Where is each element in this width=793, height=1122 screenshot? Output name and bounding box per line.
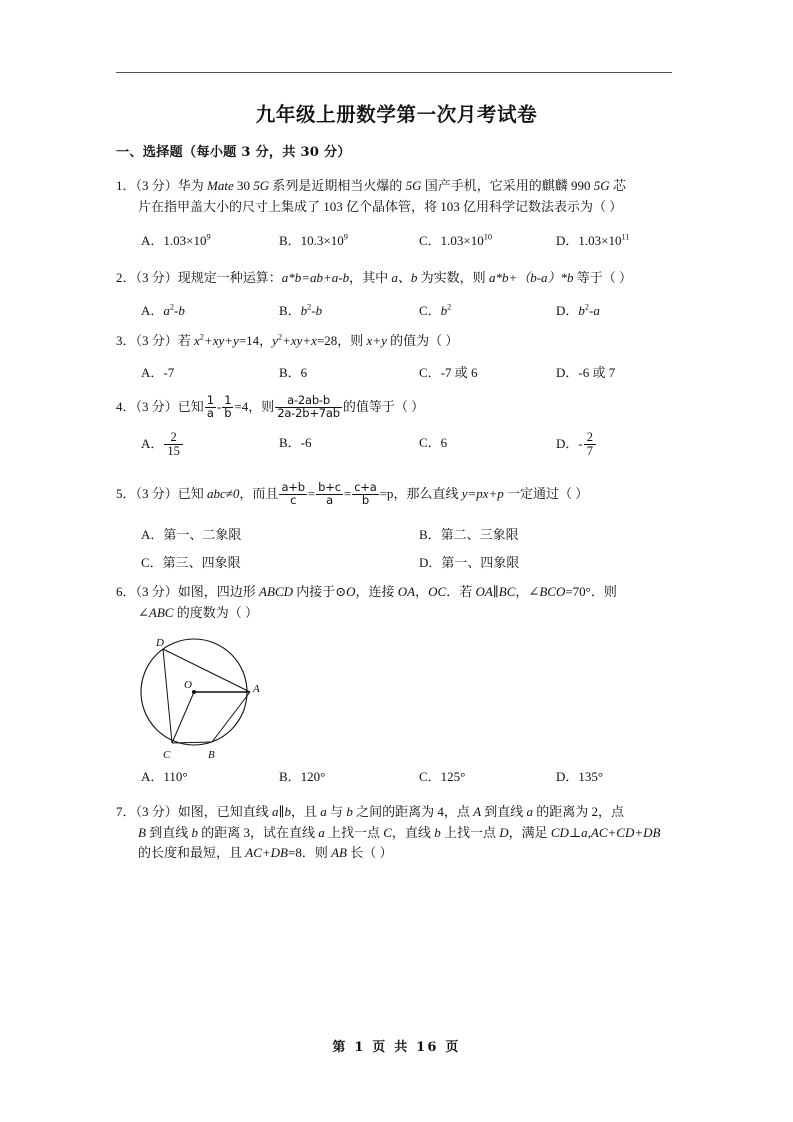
question-3-options [116,362,681,384]
option-3-b[interactable] [279,362,307,381]
page-footer: 第 1 页 共 16 页 [332,1040,461,1055]
q5-abc: abc≠0 [207,486,240,502]
option-5-d[interactable] [419,552,519,571]
option-5-c-label: C． [141,555,163,570]
label-b: B [208,749,215,761]
section-heading-multiple-choice: 一、选择题（每小题 3 分，共 30 分） [116,145,351,160]
q1-stem-pre: 1．（3 分）华为 [116,178,208,193]
option-4-a-denominator: 15 [167,443,180,458]
option-4-a[interactable] [141,432,184,459]
option-4-d-numerator: 2 [584,431,596,445]
question-5-options-row-2 [116,552,681,574]
option-4-c-label: C． [419,435,441,450]
q1-it-mate: Mate [207,178,234,193]
q3-y-tail: +xy+x [282,333,317,348]
q4-end: 的值等于（ ） [342,399,425,415]
option-3-c[interactable] [419,362,478,381]
option-4-d-sign: ‐ [578,436,583,452]
q6-end-1: =70°．则 [565,584,617,599]
question-7-stem-line-1 [116,802,681,823]
option-2-a-tail: ‐b [174,303,185,318]
question-5-stem [116,480,681,507]
question-1-options [116,230,681,252]
option-4-b-label: B． [279,435,301,450]
q1-it-5g-1: 5G [253,178,270,193]
header-divider [116,72,672,73]
q7-a-1: a [320,804,327,819]
option-1-b-base: 10.3×10 [300,233,344,248]
page-title: 九年级上册数学第一次月考试卷 [255,103,538,126]
segment-ba [212,692,250,742]
segment-dc [163,649,172,743]
q7-b-1: b [346,804,353,819]
option-5-b[interactable] [419,524,519,543]
q7-l2-mid-5: 上找一点 [440,824,500,840]
option-6-c[interactable] [419,766,465,785]
question-2-stem [116,268,681,289]
label-d: D [156,637,164,649]
question-4-stem [116,393,681,420]
q4-eq: =4，则 [234,399,275,415]
q7-point-a: A [473,804,482,819]
question-6-figure [136,634,266,762]
option-2-b[interactable] [279,300,322,319]
q7-l3-mid: =8．则 [287,845,332,861]
q6-oa: OA [397,584,416,599]
option-1-d-base: 1.03×10 [578,233,622,248]
q5-end: 一定通过（ ） [503,486,589,502]
question-7-stem-line-3 [116,843,681,864]
option-2-d[interactable] [556,300,600,319]
q7-l2-mid-3: 上找一点 [324,824,384,840]
question-3-stem [116,331,681,352]
q3-xy: x+y [366,333,387,348]
q6-end-2: 的度数为（ ） [173,604,258,620]
question-4-options [116,432,681,468]
q5-fraction-3 [352,482,378,506]
q2-expr-1: a*b=ab+a‐b [281,270,350,285]
q6-abcd: ABCD [259,584,293,599]
q2-mid: ，其中 [349,270,392,285]
q7-l3-pre: 的长度和最短，且 [138,845,246,861]
q7-point-b: B [138,824,146,840]
option-4-a-numerator: 2 [164,431,183,445]
q4-frac3-numerator: a‐2ab‐b [275,395,342,408]
label-o: O [184,679,192,691]
option-1-d[interactable] [556,230,630,249]
option-2-b-exponent: 2 [307,302,312,312]
q5-frac3-denominator: b [361,492,369,507]
option-1-b-exponent: 9 [343,232,348,242]
segment-da [163,649,250,692]
question-6-options [116,766,681,788]
option-3-c-label: C． [419,365,441,380]
question-2-options [116,300,681,322]
option-1-b-label: B． [279,233,301,248]
question-6-stem-line-2 [116,603,681,624]
q5-frac2-denominator: a [326,492,333,507]
q3-end: 的值为（ ） [386,333,459,348]
q7-mid-2: 与 [326,804,347,819]
q1-end: 芯 [609,178,626,193]
q7-b-3: b [434,824,441,840]
q4-minus: ‐ [216,399,222,415]
option-1-b[interactable] [279,230,348,249]
q6-oc: OC [428,584,447,599]
option-3-d-text: ‐6 或 7 [578,365,616,380]
option-6-d-label: D． [556,769,579,784]
option-5-b-label: B． [419,527,441,542]
q4-frac2-denominator: b [224,405,232,420]
option-2-a-exponent: 2 [169,302,175,312]
q4-frac1-denominator: a [206,405,214,420]
q4-fraction-expression [275,395,342,419]
q2-pre: 2．（3 分）现规定一种运算： [116,270,282,285]
question-4 [116,393,681,420]
option-2-c[interactable] [419,300,451,319]
q6-comma: ， [415,584,429,599]
question-7 [116,802,681,864]
option-3-a-text: ‐7 [163,365,175,380]
option-2-a-var: a [163,303,170,318]
question-1 [116,176,681,217]
option-4-d-denominator: 7 [586,443,593,458]
q3-pre: 3．（3 分）若 [116,333,195,348]
q7-mid-3: 之间的距离为 4，点 [352,804,474,819]
option-1-a-label: A． [141,233,164,248]
q7-l2-mid-2: 的距离 3，试在直线 [197,824,319,840]
option-1-c-base: 1.03×10 [440,233,484,248]
q5-frac2-numerator: b+c [318,480,341,494]
option-1-d-label: D． [556,233,579,248]
q7-point-c: C [383,824,392,840]
option-2-d-label: D． [556,303,579,318]
q6-abc: ABC [148,604,174,620]
circle-geometry-diagram [136,634,266,762]
q5-eq-2: = [343,486,352,502]
q6-mid-1: 内接于⊙ [292,584,347,599]
q7-a-parallel-b: a∥b [272,804,292,819]
option-5-a[interactable] [141,524,241,543]
question-1-stem-line-2: 片在指甲盖大小的尺寸上集成了 103 亿个晶体管，将 103 亿用科学记数法表示为（ ） [138,198,623,214]
q4-pre: 4．（3 分）已知 [116,399,204,415]
option-2-c-exponent: 2 [447,302,452,312]
option-2-d-exponent: 2 [584,302,590,312]
option-3-b-label: B． [279,365,301,380]
option-6-b-label: B． [279,769,301,784]
q1-it-5g-2: 5G [405,178,422,193]
q2-mid-2: 为实数，则 [417,270,489,285]
q7-end-1: 的距离为 2，点 [533,804,625,819]
option-3-a[interactable] [141,362,174,381]
option-1-a[interactable] [141,230,211,249]
q7-a-3: a [318,824,325,840]
q2-vars: a、b [391,270,418,285]
option-5-c[interactable] [141,552,241,571]
option-6-c-label: C． [419,769,441,784]
option-2-d-tail: ‐a [589,303,600,318]
q7-point-d: D [499,824,509,840]
q5-frac3-numerator: c+a [354,480,377,494]
q1-mid-1: 30 [233,178,254,193]
question-3 [116,331,681,352]
question-2 [116,268,681,289]
option-6-c-text: 125° [440,769,466,784]
segment-oc [172,692,194,743]
option-4-c-text: 6 [440,435,448,450]
option-6-a[interactable] [141,766,188,785]
q1-mid-2: 系列是近期相当火爆的 [269,178,406,193]
q5-mid-2: ，那么直线 [393,486,462,502]
q1-it-5g-3: 5G [593,178,610,193]
q7-l2-mid-4: ，直线 [391,824,435,840]
q5-frac1-numerator: a+b [281,480,305,494]
q7-mid-1: ，且 [291,804,321,819]
option-2-b-label: B． [279,303,301,318]
label-c: C [163,749,171,761]
option-2-a[interactable] [141,300,185,319]
q6-pre: 6．（3 分）如图，四边形 [116,584,260,599]
option-1-a-base: 1.03×10 [163,233,207,248]
question-5-options-row-1 [116,524,681,546]
q6-mid-4: ，∠ [515,584,540,599]
q3-eq-1: =14， [238,333,273,348]
option-5-a-text: 第一、二象限 [163,527,242,542]
q5-fraction-2 [316,482,343,506]
option-5-d-label: D． [419,555,442,570]
q7-l3-end: 长（ ） [346,845,393,861]
q5-frac1-denominator: c [290,492,297,507]
option-3-d-label: D． [556,365,579,380]
question-6-stem-line-1 [116,582,681,603]
label-a: A [253,683,260,695]
option-2-b-tail: ‐b [311,303,323,318]
option-1-a-exponent: 9 [206,232,211,242]
q7-b-2: b [191,824,198,840]
option-3-a-label: A． [141,365,164,380]
q4-fraction-1-over-b [222,395,233,419]
q5-mid: ，而且 [239,486,279,502]
q4-frac3-denominator: 2a‐2b+7ab [277,405,340,420]
option-4-d-label: D． [556,436,579,452]
q3-y-exp: 2 [277,332,283,342]
option-4-d-fraction [584,431,596,458]
option-3-d[interactable] [556,362,615,381]
q7-l2-mid-6: ，满足 [508,824,551,840]
q3-y: y [272,333,278,348]
q6-angle: ∠ [138,604,149,620]
option-5-a-label: A． [141,527,164,542]
question-1-stem-line-1 [116,176,681,197]
q1-mid-3: 国产手机，它采用的麒麟 990 [421,178,594,193]
q7-mid-4: 到直线 [481,804,527,819]
q3-x-exp: 2 [199,332,204,342]
q5-eq-1: = [307,486,316,502]
option-3-b-text: 6 [300,365,308,380]
option-1-c-exponent: 10 [483,232,493,242]
q7-a-2: a [526,804,534,819]
q5-pre: 5．（3 分）已知 [116,486,208,502]
q7-ac-db: AC+DB [245,845,288,861]
option-2-b-var: b [300,303,308,318]
option-6-d[interactable] [556,766,603,785]
q3-x: x [194,333,200,348]
q6-circle-o: O [346,584,356,599]
option-1-c-label: C． [419,233,441,248]
option-5-d-text: 第一、四象限 [441,555,520,570]
option-3-c-text: ‐7 或 6 [440,365,478,380]
q7-cd-condition: CD⊥a,AC+CD+DB [550,824,661,840]
center-point-marker [192,690,196,694]
q5-line-eq: y=px+p [461,486,504,502]
option-6-a-text: 110° [163,769,188,784]
option-2-d-var: b [578,303,585,318]
option-1-d-exponent: 11 [621,232,630,242]
option-2-c-var: b [440,303,448,318]
question-7-stem-line-2 [116,823,681,844]
q6-parallel: OA∥BC [475,584,516,599]
q3-x-tail: +xy+y [203,333,239,348]
option-4-a-fraction [164,431,183,458]
option-5-c-text: 第三、四象限 [162,555,241,570]
option-6-b[interactable] [279,766,325,785]
q4-frac1-numerator: 1 [206,393,214,407]
option-5-b-text: 第二、三象限 [440,527,519,542]
option-2-c-label: C． [419,303,441,318]
q5-fraction-1 [279,482,306,506]
option-6-b-text: 120° [300,769,326,784]
q4-frac2-numerator: 1 [224,393,232,407]
q7-ab-length: AB [331,845,347,861]
q6-mid-3: ．若 [446,584,476,599]
question-5 [116,480,681,507]
option-4-d[interactable] [556,432,597,459]
option-6-d-text: 135° [578,769,604,784]
q7-l2-mid-1: 到直线 [145,824,192,840]
q6-mid-2: ，连接 [355,584,398,599]
q2-expr-2: a*b+（b‐a）*b [488,270,574,285]
option-6-a-label: A． [141,769,164,784]
option-4-b[interactable] [279,432,312,451]
q7-pre: 7．（3 分）如图，已知直线 [116,804,273,819]
option-4-a-label: A． [141,436,164,452]
option-1-c[interactable] [419,230,492,249]
question-6 [116,582,681,623]
option-4-c[interactable] [419,432,447,451]
q4-fraction-1-over-a [205,395,216,419]
q5-eq-3: =p [379,486,394,502]
option-2-a-label: A． [141,303,164,318]
q3-eq-2: =28，则 [316,333,367,348]
option-4-b-text: ‐6 [300,435,312,450]
q2-end: 等于（ ） [573,270,633,285]
q6-bco: BCO [539,584,566,599]
